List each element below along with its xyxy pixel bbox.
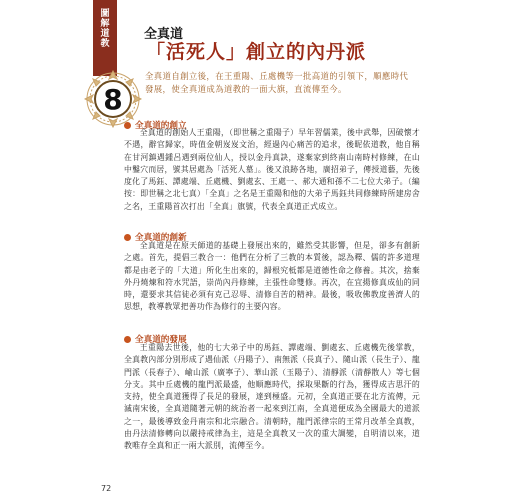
section-body: 王重陽去世後，他的七大弟子中的馬鈺、譚處端、劉處玄、丘處機先後掌教，全真教內部分別形成了遇仙派（丹陽子）、南無派（長真子）、隨山派（長生子）、龍門派（長春子）、崳山派（廣寧子）、華山派（玉陽子）、清靜派（清靜散人）等七個分支。其中丘處機的龍門派最盛，他順應時代，採取果斷的行為，獲得成吉思汗的支持，使全真道獲得了長足的發展，達到極盛。元初，全真道正要在北方流傳，元滅南宋後，全真道隨著元朝的統治者一起來到江南，全真道便成為全國最大的道派之一，最後導致金丹南宗和北宗融合。清朝時，龍門派律宗的王常月改革全真教，由丹法清修轉向以嚴持戒律為主，這是全真教又一次的重大調變，自明清以來，道教唯存全真和正一兩大派別，流傳至今。 — [124, 343, 420, 451]
section-heading-text: 全真道的發展 — [135, 335, 187, 345]
section-body: 全真道是在原天師道的基礎上發展出來的，雖然受其影響，但是，卻多有創新之處。首先，提倡三教合一：他們在分析了三教的本質後，認為釋、儒的許多道理都是由老子的「大道」所化生出來的，歸根究柢都是道德性命之修養。其次，捨棄外丹燒煉和符水咒語，崇尚內丹修練，主張性命雙修。再次，在宜揚修真成仙的同時，還要求其信徒必須有克己忍辱、清修自苦的精神。最後，吸收佛教度善濟人的思想，教導教眾把善功作為修行的主要內容。 — [124, 241, 420, 312]
section-heading-text: 全真道的創立 — [135, 121, 187, 131]
chapter-label: 全真道 — [144, 27, 184, 42]
side-tab-char: 道 — [100, 29, 110, 39]
side-tab-char: 教 — [100, 39, 110, 49]
page-title: 「活死人」創立的內丹派 — [146, 41, 367, 63]
section-body: 全真道的創始人王重陽，（即世稱之重陽子）早年習儒業，後中武舉，因破懷才不遇，辭官歸家，時值金朝岌岌文治，經過內心痛苦的追求，後昵依道教，他自稱在甘河鎮遇鍾呂遇到兩位仙人，授以金丹真訣，遂棄家到終南山南時村修練，在山中鑿穴而居，號其居處為「活死人墓」。後又浪跡各地，廣招弟子，傳授道藝，先後度化了馬鈺、譚處端、丘處機、劉處玄、王處一、郝大通和孫不二七位大弟子。（編按：即世稱之北七真）「全真」之名是王重陽和他的大弟子馬鈺共同修練時所建房舍之名，王重陽首次打出「全真」旗號，代表全真道正式成立。 — [124, 128, 420, 211]
side-tab-char: 圖 — [100, 9, 110, 19]
side-tab-label — [97, 9, 113, 49]
chapter-number: 8 — [94, 80, 132, 118]
side-tab-char: 解 — [100, 19, 110, 29]
page-number: 72 — [101, 484, 112, 493]
section-heading-text: 全真道的創新 — [135, 233, 187, 243]
intro-text: 全真道自創立後，在王重陽、丘處機等一批高道的引領下，順應時代發展，使全真道成為道教的一面大旗，直流傳至今。 — [145, 71, 409, 94]
